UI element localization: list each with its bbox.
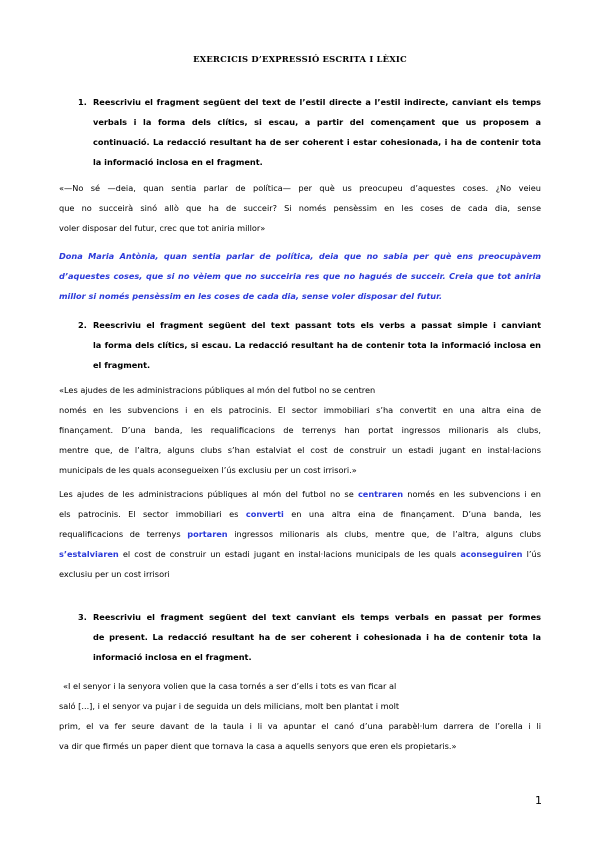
ex2-quote-line: finançament. D’una banda, les requalificacions de terrenys han portat ingressos milionaris als clubs, bbox=[59, 425, 541, 435]
ex1-answer bbox=[59, 246, 541, 306]
text-run: en una altra eina de finançament. D’una banda, les bbox=[291, 509, 542, 519]
ex2-answer-line bbox=[59, 504, 541, 524]
ex1-instr-line: la informació inclosa en el fragment. bbox=[93, 157, 263, 167]
ex2-quote-line: municipals de les quals aconsegueixen l’ús exclusiu per un cost irrisori.» bbox=[59, 465, 357, 475]
page-number: 1 bbox=[535, 794, 542, 807]
ex2-quote-line: mentre que, de l’altra, alguns clubs s’han estalviat el cost de construir un estadi jugant en instal·lacions bbox=[59, 445, 541, 455]
highlighted-verb: portaren bbox=[187, 529, 228, 539]
text-run: ingressos milionaris als clubs, mentre que, de l’altra, alguns clubs bbox=[234, 529, 541, 539]
ex1-answer-line: millor si només pensèssim en les coses de cada dia, sense voler disposar del futur. bbox=[59, 291, 443, 301]
page-title: EXERCICIS D’EXPRESSIÓ ESCRITA I LÈXIC bbox=[193, 54, 407, 64]
text-run: els patrocinis. El sector immobiliari es bbox=[59, 509, 239, 519]
highlighted-verb: aconseguiren bbox=[460, 549, 523, 559]
ex1-quote bbox=[59, 178, 541, 238]
text-run: només en les subvencions i en bbox=[407, 489, 541, 499]
ex3-quote-line: saló [...], i el senyor va pujar i de seguida un dels milicians, molt ben plantat i molt bbox=[59, 701, 400, 711]
ex1-instr-line: continuació. La redacció resultant ha de ser coherent i estar cohesionada, i ha de contenir tota bbox=[93, 137, 541, 147]
ex3-quote-line: va dir que firmés un paper dient que tornava la casa a aquells senyors que eren els propietaris.» bbox=[59, 741, 457, 751]
ex2-answer bbox=[59, 484, 541, 584]
ex2-number: 2. bbox=[78, 320, 87, 330]
ex1-instr-line: verbals i la forma dels clítics, si escau, a partir del començament que us proposem a bbox=[93, 117, 541, 127]
text-run: l’ús bbox=[526, 549, 541, 559]
highlighted-verb: centraren bbox=[357, 489, 404, 499]
ex2-answer-line bbox=[59, 524, 541, 544]
text-run: Les ajudes de les administracions públiques al món del futbol no se bbox=[59, 489, 354, 499]
ex1-quote-line: que no succeirà sinó allò que ha de succeir? Si només pensèssim en les coses de cada dia, sense bbox=[59, 203, 541, 213]
ex3-quote-line: «I el senyor i la senyora volien que la casa tornés a ser d’ells i tots es van ficar al bbox=[63, 681, 397, 691]
text-run: requalificacions de terrenys bbox=[59, 529, 181, 539]
ex2-instructions bbox=[93, 315, 541, 375]
ex2-instr-line: la forma dels clítics, si escau. La redacció resultant ha de contenir tota la informació inclosa en bbox=[93, 340, 541, 350]
ex3-number: 3. bbox=[78, 612, 87, 622]
ex3-instructions bbox=[93, 607, 541, 667]
ex2-quote bbox=[59, 380, 541, 480]
ex2-answer-line bbox=[59, 544, 541, 564]
highlighted-verb: s’estalviaren bbox=[59, 549, 119, 559]
ex1-instructions bbox=[93, 92, 541, 172]
highlighted-verb: converti bbox=[245, 509, 284, 519]
ex1-answer-line: Dona Maria Antònia, quan sentia parlar de política, deia que no sabia per què ens preocupàvem bbox=[59, 251, 541, 261]
ex1-quote-line: «—No sé —deia, quan sentia parlar de política— per què us preocupeu d’aquestes coses. ¿No veieu bbox=[59, 183, 541, 193]
ex2-quote-line: només en les subvencions i en els patrocinis. El sector immobiliari s’ha convertit en una altra eina de bbox=[59, 405, 541, 415]
ex1-instr-line: Reescriviu el fragment següent del text de l’estil directe a l’estil indirecte, canviant els temps bbox=[93, 97, 541, 107]
ex2-answer-line bbox=[59, 484, 541, 504]
text-run: el cost de construir un estadi jugant en instal·lacions municipals de les quals bbox=[122, 549, 457, 559]
ex1-answer-line: d’aquestes coses, que si no vèiem que no succeiria res que no hagués de succeir. Creia que tot aniria bbox=[59, 271, 541, 281]
ex3-instr-line: de present. La redacció resultant ha de ser coherent i cohesionada i ha de contenir tota la bbox=[93, 632, 541, 642]
ex3-instr-line: Reescriviu el fragment següent del text canviant els temps verbals en passat per formes bbox=[93, 612, 541, 622]
ex1-number: 1. bbox=[78, 97, 87, 107]
ex2-quote-line: «Les ajudes de les administracions públiques al món del futbol no se centren bbox=[59, 385, 376, 395]
ex1-quote-line: voler disposar del futur, crec que tot aniria millor» bbox=[59, 223, 266, 233]
ex3-instr-line: informació inclosa en el fragment. bbox=[93, 652, 252, 662]
ex2-answer-line: exclusiu per un cost irrisori bbox=[59, 569, 170, 579]
ex2-instr-line: Reescriviu el fragment següent del text passant tots els verbs a passat simple i canviant bbox=[93, 320, 541, 330]
ex3-quote bbox=[59, 676, 541, 756]
ex2-instr-line: el fragment. bbox=[93, 360, 151, 370]
ex3-quote-line: prim, el va fer seure davant de la taula i li va apuntar el canó d’una parabèl·lum darrera de l’orella i li bbox=[59, 721, 541, 731]
